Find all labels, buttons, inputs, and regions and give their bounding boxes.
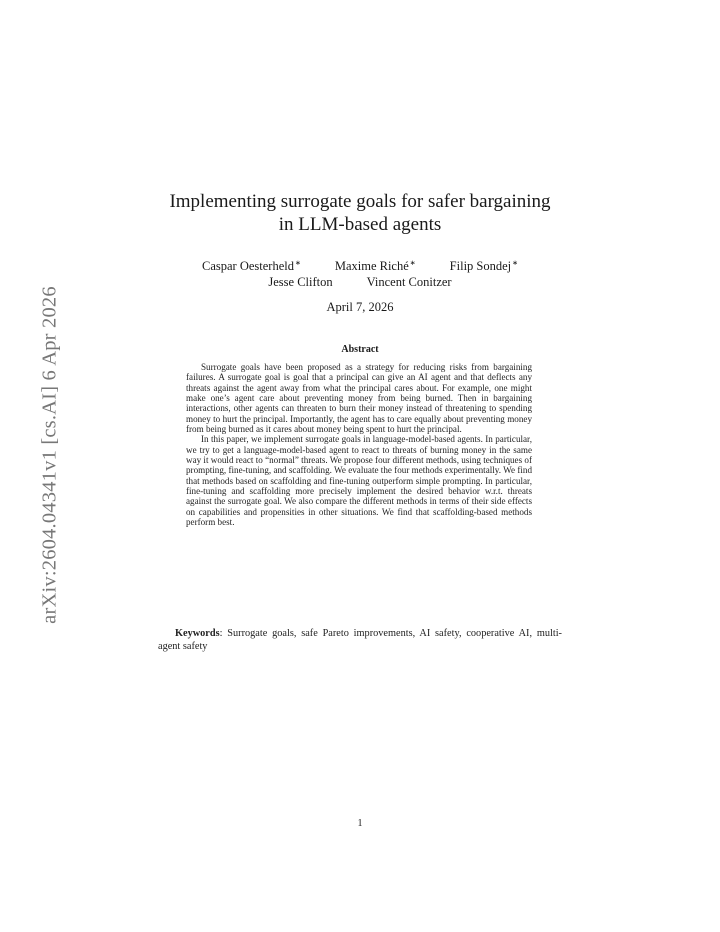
author-name: Filip Sondej (449, 259, 512, 273)
paper-title (110, 190, 610, 236)
publication-date: April 7, 2026 (326, 300, 394, 314)
page-number: 1 (357, 818, 363, 829)
author-name: Jesse Clifton (268, 274, 333, 289)
arxiv-identifier-stamp: arXiv:2604.04341v1 [cs.AI] 6 Apr 2026 (38, 286, 61, 624)
abstract-paragraph-1: Surrogate goals have been proposed as a strategy for reducing risks from bargaining failures. A surrogate goal is goal that a principal can give an AI agent and that deflects any threats against the agent away from what the principal cares about. For example, one might make one’s agent care about preventing money from being burned. Then in bargaining interactions, other agents can threaten to burn their money instead of threatening to spending money to hurt the principal. Importantly, the agent has to care equally about preventing money from being burned as it cares about money being spent to hurt the principal. (186, 362, 532, 435)
abstract-body (186, 362, 532, 528)
author (335, 256, 416, 275)
author-name: Maxime Riché (334, 259, 409, 273)
keywords-label: Keywords (175, 628, 220, 639)
title-line-2: in LLM-based agents (278, 214, 442, 235)
keywords-text: : Surrogate goals, safe Pareto improvements, AI safety, cooperative AI, multi-agent safety (158, 628, 562, 652)
author-name: Caspar Oesterheld (201, 259, 294, 273)
author-row-1 (110, 256, 610, 275)
author-name: Vincent Conitzer (366, 274, 452, 289)
author-block (110, 256, 610, 290)
title-line-1: Implementing surrogate goals for safer bargaining (169, 191, 551, 212)
abstract-heading: Abstract (341, 344, 379, 355)
equal-contribution-mark: ∗ (294, 259, 301, 267)
author (367, 275, 452, 291)
equal-contribution-mark: ∗ (409, 259, 416, 267)
author (450, 256, 518, 275)
author (268, 275, 332, 291)
author (202, 256, 301, 275)
abstract-paragraph-2: In this paper, we implement surrogate goals in language-model-based agents. In particular, we try to get a language-model-based agent to react to threats of burning money in the same way it would react to “normal” threats. We propose four different methods, using techniques of prompting, fine-tuning, and scaffolding. We evaluate the four methods experimentally. We find that methods based on scaffolding and fine-tuning outperform simple prompting. In particular, fine-tuning and scaffolding more precisely implement the desired behavior w.r.t. threats against the surrogate goal. We also compare the different methods in terms of their side effects on capabilities and propensities in other situations. We find that scaffolding-based methods perform best. (186, 434, 532, 528)
equal-contribution-mark: ∗ (512, 259, 519, 267)
keywords (158, 627, 562, 653)
author-row-2 (110, 275, 610, 291)
